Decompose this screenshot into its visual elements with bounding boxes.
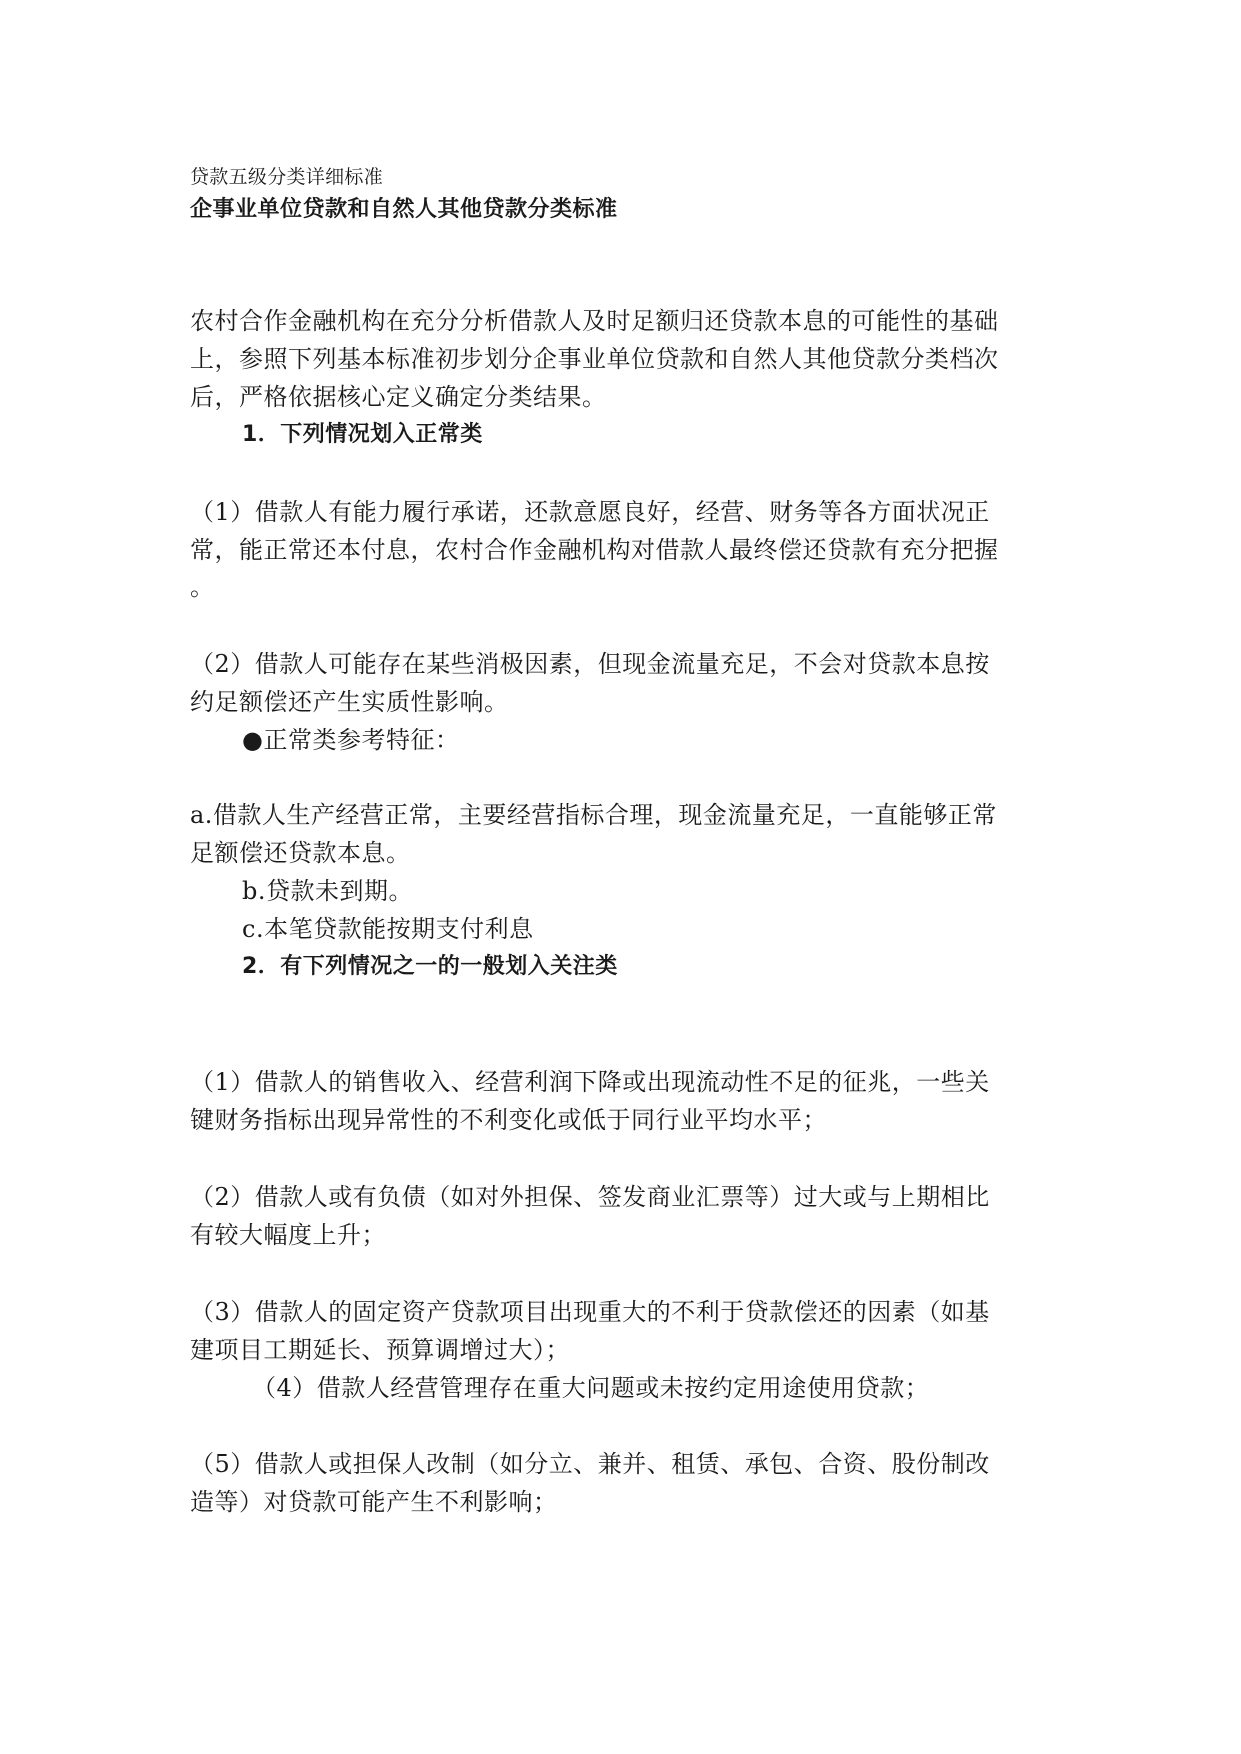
intro-line-1: 农村合作金融机构在充分分析借款人及时足额归还贷款本息的可能性的基础 bbox=[190, 307, 999, 335]
document-subtitle: 贷款五级分类详细标准 bbox=[190, 166, 384, 188]
s2-item-2-line-2: 有较大幅度上升； bbox=[190, 1221, 386, 1249]
s2-item-3-line-2: 建项目工期延长、预算调增过大）； bbox=[190, 1336, 570, 1364]
s1-item-1-line-2: 常，能正常还本付息，农村合作金融机构对借款人最终偿还贷款有充分把握 bbox=[190, 536, 999, 564]
s2-item-1-line-2: 键财务指标出现异常性的不利变化或低于同行业平均水平； bbox=[190, 1106, 827, 1134]
s1-feature-c: c.本笔贷款能按期支付利息 bbox=[242, 915, 534, 943]
section-1-heading: 1．下列情况划入正常类 bbox=[242, 422, 483, 447]
document-title: 企事业单位贷款和自然人其他贷款分类标准 bbox=[190, 197, 618, 222]
s1-feature-a-line-1: a.借款人生产经营正常，主要经营指标合理，现金流量充足，一直能够正常 bbox=[190, 801, 997, 829]
s2-item-4: （4）借款人经营管理存在重大问题或未按约定用途使用贷款； bbox=[252, 1374, 930, 1402]
s2-item-1-line-1: （1）借款人的销售收入、经营利润下降或出现流动性不足的征兆，一些关 bbox=[190, 1068, 990, 1096]
s1-feature-b: b.贷款未到期。 bbox=[242, 877, 413, 905]
s2-item-3-line-1: （3）借款人的固定资产贷款项目出现重大的不利于贷款偿还的因素（如基 bbox=[190, 1298, 990, 1326]
s1-item-2-line-1: （2）借款人可能存在某些消极因素，但现金流量充足，不会对贷款本息按 bbox=[190, 650, 990, 678]
section-2-heading: 2．有下列情况之一的一般划入关注类 bbox=[242, 954, 618, 979]
s2-item-5-line-2: 造等）对贷款可能产生不利影响； bbox=[190, 1488, 558, 1516]
s2-item-5-line-1: （5）借款人或担保人改制（如分立、兼并、租赁、承包、合资、股份制改 bbox=[190, 1450, 990, 1478]
s2-item-2-line-1: （2）借款人或有负债（如对外担保、签发商业汇票等）过大或与上期相比 bbox=[190, 1183, 990, 1211]
s1-item-1-line-1: （1）借款人有能力履行承诺，还款意愿良好，经营、财务等各方面状况正 bbox=[190, 498, 990, 526]
s1-feature-a-line-2: 足额偿还贷款本息。 bbox=[190, 839, 411, 867]
intro-line-3: 后，严格依据核心定义确定分类结果。 bbox=[190, 383, 607, 411]
s1-item-1-line-3: 。 bbox=[190, 573, 215, 601]
s1-item-2-line-2: 约足额偿还产生实质性影响。 bbox=[190, 688, 509, 716]
intro-line-2: 上，参照下列基本标准初步划分企事业单位贷款和自然人其他贷款分类档次 bbox=[190, 345, 999, 373]
s1-features-heading: ●正常类参考特征： bbox=[242, 726, 460, 754]
